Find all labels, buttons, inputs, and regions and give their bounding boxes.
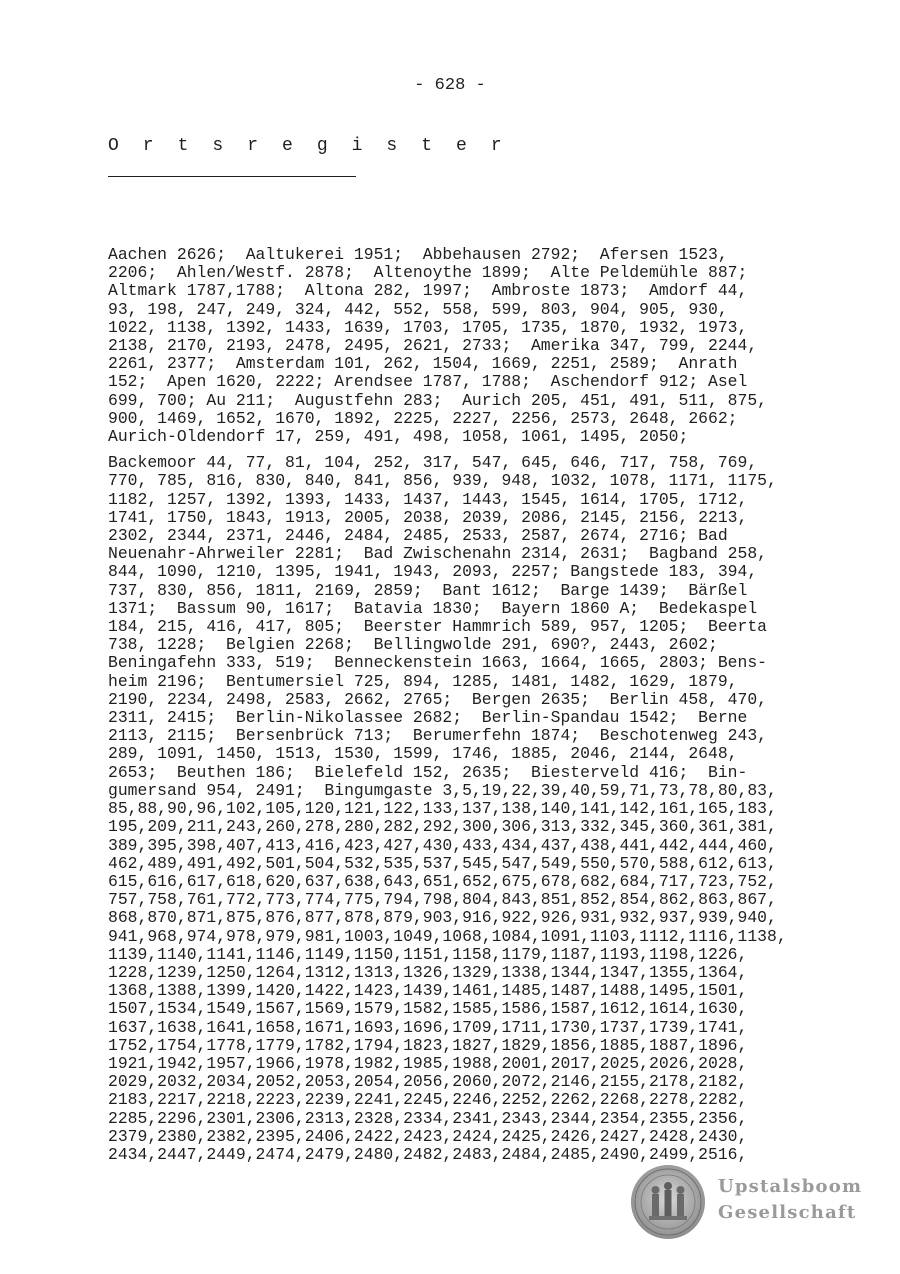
index-line: 1368,1388,1399,1420,1422,1423,1439,1461,1485,1487,1488,1495,1501,	[108, 981, 748, 1001]
index-line: 1022, 1138, 1392, 1433, 1639, 1703, 1705, 1735, 1870, 1932, 1973,	[108, 317, 748, 337]
title-underline	[108, 176, 356, 177]
index-line: 2285,2296,2301,2306,2313,2328,2334,2341,2343,2344,2354,2355,2356,	[108, 1108, 748, 1128]
index-line: 737, 830, 856, 1811, 2169, 2859; Bant 1612; Barge 1439; Bärßel	[108, 580, 748, 600]
index-line: 1371; Bassum 90, 1617; Batavia 1830; Bayern 1860 A; Bedekaspel	[108, 598, 758, 618]
watermark-line-2: Gesellschaft	[718, 1202, 857, 1223]
index-line: 1139,1140,1141,1146,1149,1150,1151,1158,1179,1187,1193,1198,1226,	[108, 944, 748, 964]
index-block	[108, 246, 868, 446]
index-line: 2138, 2170, 2193, 2478, 2495, 2621, 2733; Amerika 347, 799, 2244,	[108, 336, 758, 356]
index-line: 85,88,90,96,102,105,120,121,122,133,137,138,140,141,142,161,165,183,	[108, 799, 777, 819]
index-line: 900, 1469, 1652, 1670, 1892, 2225, 2227, 2256, 2573, 2648, 2662;	[108, 408, 738, 428]
index-line: 2261, 2377; Amsterdam 101, 262, 1504, 1669, 2251, 2589; Anrath	[108, 354, 738, 374]
place-index	[108, 246, 868, 1172]
index-line: 1741, 1750, 1843, 1913, 2005, 2038, 2039, 2086, 2145, 2156, 2213,	[108, 507, 748, 527]
index-line: 2434,2447,2449,2474,2479,2480,2482,2483,2484,2485,2490,2499,2516,	[108, 1144, 748, 1164]
index-line: 2190, 2234, 2498, 2583, 2662, 2765; Bergen 2635; Berlin 458, 470,	[108, 689, 768, 709]
index-line: 1507,1534,1549,1567,1569,1579,1582,1585,1586,1587,1612,1614,1630,	[108, 999, 748, 1019]
index-line: Aachen 2626; Aaltukerei 1951; Abbehausen 2792; Afersen 1523,	[108, 245, 728, 264]
index-line: 152; Apen 1620, 2222; Arendsee 1787, 1788; Aschendorf 912; Asel	[108, 372, 748, 392]
index-line: 1752,1754,1778,1779,1782,1794,1823,1827,1829,1856,1885,1887,1896,	[108, 1035, 748, 1055]
index-line: Aurich-Oldendorf 17, 259, 491, 498, 1058, 1061, 1495, 2050;	[108, 427, 689, 447]
seal-icon	[630, 1164, 706, 1240]
index-line: 2653; Beuthen 186; Bielefeld 152, 2635; Biesterveld 416; Bin-	[108, 762, 748, 782]
index-line: 2302, 2344, 2371, 2446, 2484, 2485, 2533, 2587, 2674, 2716; Bad	[108, 526, 728, 546]
page-title: O r t s r e g i s t e r	[108, 136, 509, 156]
page-number: - 628 -	[414, 76, 486, 95]
index-line: 462,489,491,492,501,504,532,535,537,545,547,549,550,570,588,612,613,	[108, 853, 777, 873]
index-line: 844, 1090, 1210, 1395, 1941, 1943, 2093, 2257; Bangstede 183, 394,	[108, 562, 758, 582]
index-block	[108, 454, 868, 1164]
index-line: Beningafehn 333, 519; Benneckenstein 1663, 1664, 1665, 2803; Bens-	[108, 653, 768, 673]
index-line: 757,758,761,772,773,774,775,794,798,804,843,851,852,854,862,863,867,	[108, 890, 777, 910]
index-line: 2183,2217,2218,2223,2239,2241,2245,2246,2252,2262,2268,2278,2282,	[108, 1090, 748, 1110]
index-line: 184, 215, 416, 417, 805; Beerster Hammrich 589, 957, 1205; Beerta	[108, 617, 768, 637]
index-line: 2113, 2115; Bersenbrück 713; Berumerfehn 1874; Beschotenweg 243,	[108, 726, 768, 746]
index-line: 2311, 2415; Berlin-Nikolassee 2682; Berlin-Spandau 1542; Berne	[108, 708, 748, 728]
index-line: Neuenahr-Ahrweiler 2281; Bad Zwischenahn 2314, 2631; Bagband 258,	[108, 544, 768, 564]
index-line: gumersand 954, 2491; Bingumgaste 3,5,19,22,39,40,59,71,73,78,80,83,	[108, 780, 777, 800]
index-line: 195,209,211,243,260,278,280,282,292,300,306,313,332,345,360,361,381,	[108, 817, 777, 837]
index-line: 941,968,974,978,979,981,1003,1049,1068,1084,1091,1103,1112,1116,1138,	[108, 926, 787, 946]
watermark	[630, 1164, 880, 1252]
index-line: 738, 1228; Belgien 2268; Bellingwolde 291, 690?, 2443, 2602;	[108, 635, 718, 655]
index-line: 699, 700; Au 211; Augustfehn 283; Aurich 205, 451, 491, 511, 875,	[108, 390, 768, 410]
index-line: 1228,1239,1250,1264,1312,1313,1326,1329,1338,1344,1347,1355,1364,	[108, 962, 748, 982]
index-line: 868,870,871,875,876,877,878,879,903,916,922,926,931,932,937,939,940,	[108, 908, 777, 928]
index-line: 615,616,617,618,620,637,638,643,651,652,675,678,682,684,717,723,752,	[108, 871, 777, 891]
watermark-text	[718, 1174, 862, 1226]
index-line: 2029,2032,2034,2052,2053,2054,2056,2060,2072,2146,2155,2178,2182,	[108, 1072, 748, 1092]
index-line: Backemoor 44, 77, 81, 104, 252, 317, 547, 645, 646, 717, 758, 769,	[108, 453, 758, 473]
index-line: 2379,2380,2382,2395,2406,2422,2423,2424,2425,2426,2427,2428,2430,	[108, 1126, 748, 1146]
index-line: 1921,1942,1957,1966,1978,1982,1985,1988,2001,2017,2025,2026,2028,	[108, 1053, 748, 1073]
index-line: 2206; Ahlen/Westf. 2878; Altenoythe 1899; Alte Peldemühle 887;	[108, 263, 748, 283]
index-line: Altmark 1787,1788; Altona 282, 1997; Ambroste 1873; Amdorf 44,	[108, 281, 748, 301]
index-line: 770, 785, 816, 830, 840, 841, 856, 939, 948, 1032, 1078, 1171, 1175,	[108, 471, 777, 491]
index-line: 93, 198, 247, 249, 324, 442, 552, 558, 599, 803, 904, 905, 930,	[108, 299, 728, 319]
index-line: 289, 1091, 1450, 1513, 1530, 1599, 1746, 1885, 2046, 2144, 2648,	[108, 744, 738, 764]
index-line: 389,395,398,407,413,416,423,427,430,433,434,437,438,441,442,444,460,	[108, 835, 777, 855]
index-line: heim 2196; Bentumersiel 725, 894, 1285, 1481, 1482, 1629, 1879,	[108, 671, 738, 691]
index-line: 1637,1638,1641,1658,1671,1693,1696,1709,1711,1730,1737,1739,1741,	[108, 1017, 748, 1037]
watermark-line-1: Upstalsboom	[718, 1176, 863, 1197]
index-line: 1182, 1257, 1392, 1393, 1433, 1437, 1443, 1545, 1614, 1705, 1712,	[108, 489, 748, 509]
